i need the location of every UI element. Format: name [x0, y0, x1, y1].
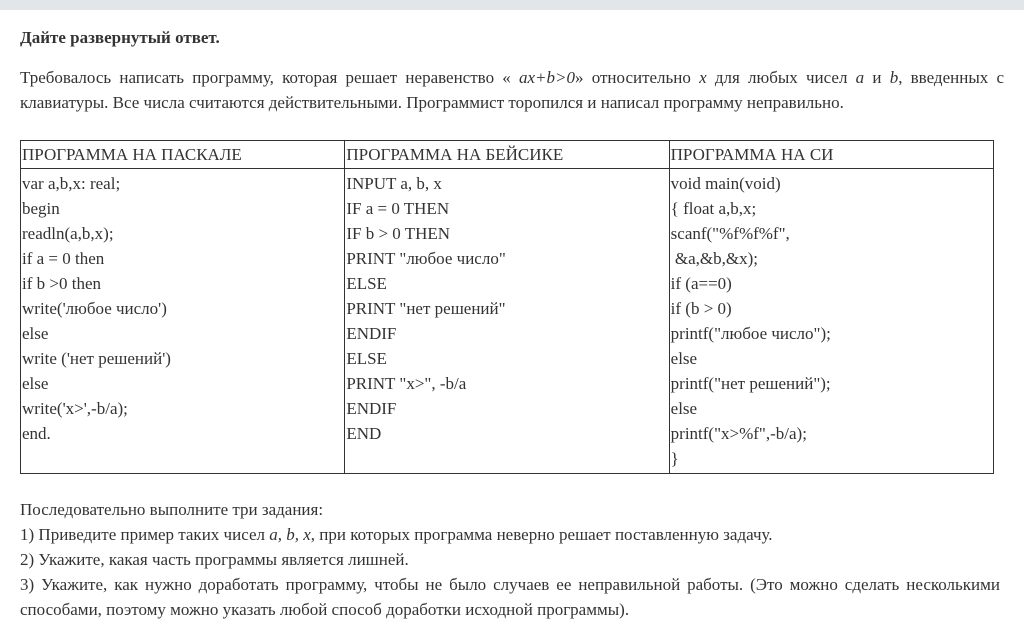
intro-text-3: для любых чисел: [706, 68, 856, 87]
code-line: if a = 0 then: [22, 249, 105, 268]
code-line: ENDIF: [346, 324, 397, 343]
code-line: write('любое число'): [22, 299, 167, 318]
task-1-text-b: , при которых программа неверно решает поставленную задачу.: [310, 525, 773, 544]
table-code-row: [21, 169, 994, 474]
header-basic: ПРОГРАММА НА БЕЙСИКЕ: [345, 141, 669, 169]
tasks-intro: Последовательно выполните три задания:: [20, 500, 324, 519]
code-line: END: [346, 424, 382, 443]
code-line: &a,&b,&x);: [670, 249, 759, 268]
intro-text-5: , введенных с клавиатуры. Все числа считаются действительными. Программист торопился и написал программу неправильно.: [20, 68, 1004, 112]
table-header-row: [21, 141, 994, 169]
code-line: ENDIF: [346, 399, 397, 418]
intro-text-2: » относительно: [575, 68, 700, 87]
task-1: [20, 522, 1000, 547]
code-line: if b >0 then: [22, 274, 101, 293]
task-1-text-a: 1) Приведите пример таких чисел: [20, 525, 270, 544]
code-line: else: [22, 324, 49, 343]
programs-table: [20, 140, 994, 474]
code-line: else: [22, 374, 49, 393]
code-line: IF a = 0 THEN: [346, 199, 450, 218]
variable-x: x: [699, 68, 707, 87]
pascal-code: [21, 169, 345, 474]
task-description: [20, 65, 1004, 115]
code-line: begin: [22, 199, 60, 218]
code-line: INPUT a, b, x: [346, 174, 442, 193]
code-line: end.: [22, 424, 51, 443]
task-3: 3) Укажите, как нужно доработать программу, чтобы не было случаев ее неправильной работы. (Это можно сделать несколькими способами, поэтому можно указать любой способ доработки исходной программы).: [20, 575, 1000, 619]
code-line: scanf("%f%f%f",: [670, 224, 790, 243]
code-line: PRINT "нет решений": [346, 299, 506, 318]
code-line: write ('нет решений'): [22, 349, 171, 368]
code-line: if (a==0): [670, 274, 732, 293]
code-line: void main(void): [670, 174, 781, 193]
header-c: ПРОГРАММА НА СИ: [669, 141, 993, 169]
code-line: if (b > 0): [670, 299, 732, 318]
code-line: else: [670, 349, 698, 368]
inequality-expression: ax+b>0: [510, 68, 575, 87]
code-line: }: [670, 449, 679, 468]
c-code: [669, 169, 993, 474]
header-pascal: ПРОГРАММА НА ПАСКАЛЕ: [21, 141, 345, 169]
top-bar: [0, 0, 1024, 10]
code-line: ELSE: [346, 349, 387, 368]
code-line: var a,b,x: real;: [22, 174, 121, 193]
code-line: ELSE: [346, 274, 387, 293]
task-2: 2) Укажите, какая часть программы является лишней.: [20, 550, 409, 569]
code-line: IF b > 0 THEN: [346, 224, 451, 243]
intro-text-1: Требовалось написать программу, которая решает неравенство «: [20, 68, 511, 87]
code-line: else: [670, 399, 698, 418]
task-heading: Дайте развернутый ответ.: [20, 28, 220, 47]
tasks-section: [20, 497, 1000, 622]
code-line: PRINT "x>", -b/a: [346, 374, 467, 393]
code-line: { float a,b,x;: [670, 199, 757, 218]
variable-a: a: [855, 68, 865, 87]
code-line: printf("x>%f",-b/a);: [670, 424, 807, 443]
basic-code: [345, 169, 669, 474]
code-line: printf("нет решений");: [670, 374, 831, 393]
variable-b: b: [889, 68, 899, 87]
code-line: PRINT "любое число": [346, 249, 506, 268]
task-1-variables: a, b, x: [269, 525, 311, 544]
intro-text-4: и: [864, 68, 890, 87]
code-line: readln(a,b,x);: [22, 224, 114, 243]
code-line: write('x>',-b/a);: [22, 399, 128, 418]
code-line: printf("любое число");: [670, 324, 831, 343]
